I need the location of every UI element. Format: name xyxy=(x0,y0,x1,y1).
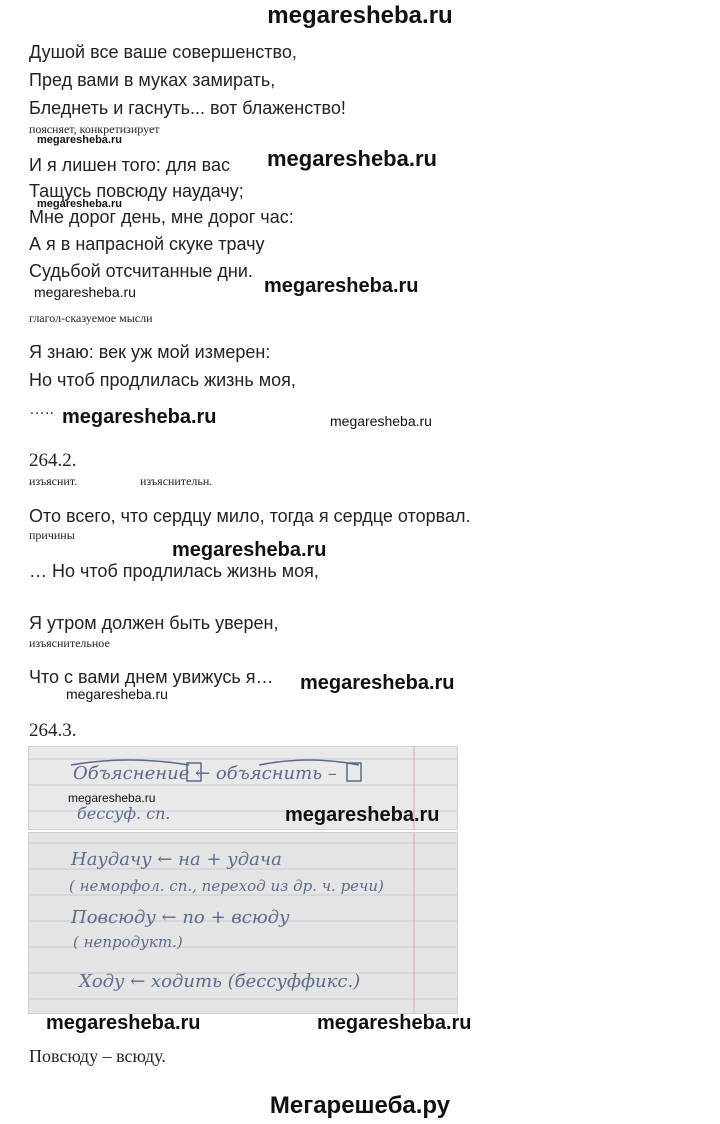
handwriting-line-3: Наудачу ← на + удача xyxy=(71,849,282,870)
footer-site-title: Мегарешеба.ру xyxy=(269,1092,451,1119)
poem3-ellipsis: ….. xyxy=(29,401,54,418)
header-site-title: megaresheba.ru xyxy=(267,2,453,29)
answer-line: Повсюду – всюду. xyxy=(29,1046,166,1066)
watermark-3: megaresheba.ru xyxy=(264,275,419,297)
note-reason: причины xyxy=(29,528,75,542)
watermark-1: megaresheba.ru xyxy=(267,146,437,171)
poem1-line-2: Пред вами в муках замирать, xyxy=(29,70,276,90)
note-verb-predicate: глагол-сказуемое мысли xyxy=(29,311,153,325)
poem2-line-5: Судьбой отсчитанные дни. xyxy=(29,261,253,281)
watermark-7: megaresheba.ru xyxy=(66,686,168,702)
section2-line-4: Что с вами днем увижусь я… xyxy=(29,667,274,687)
poem2-line-3: Мне дорог день, мне дорог час: xyxy=(29,207,294,227)
watermark-tiny-3: megaresheba.ru xyxy=(68,791,156,805)
poem1-line-3: Бледнеть и гаснуть... вот блаженство! xyxy=(29,98,346,118)
watermark-6: megaresheba.ru xyxy=(172,539,327,561)
note-explanatory-right: изъяснительн. xyxy=(140,474,213,488)
handwriting-line-2: бессуф. сп. xyxy=(77,804,171,823)
watermark-8: megaresheba.ru xyxy=(300,672,455,694)
poem2-line-2: Тащусь повсюду наудачу; xyxy=(29,181,244,201)
note-explains: поясняет, конкретизирует xyxy=(29,122,160,136)
handwriting-line-1: Объяснение ← объяснить – xyxy=(73,763,337,784)
watermark-tiny-2: megaresheba.ru xyxy=(37,198,122,210)
handwriting-photo-2 xyxy=(28,832,458,1014)
note-explanatory-left: изъяснит. xyxy=(29,474,78,488)
watermark-tiny-1: megaresheba.ru xyxy=(37,134,122,146)
handwriting-line-6: ( непродукт.) xyxy=(73,933,183,951)
watermark-2: megaresheba.ru xyxy=(34,284,136,300)
section2-line-1: Ото всего, что сердцу мило, тогда я сердце оторвал. xyxy=(29,506,471,526)
watermark-5: megaresheba.ru xyxy=(330,413,432,429)
section-number-264-3: 264.3. xyxy=(29,720,77,741)
note-explanatory: изъяснительное xyxy=(29,636,110,650)
poem1-line-1: Душой все ваше совершенство, xyxy=(29,42,297,62)
section-number-264-2: 264.2. xyxy=(29,450,77,471)
watermark-9: megaresheba.ru xyxy=(285,804,440,826)
watermark-10: megaresheba.ru xyxy=(46,1012,201,1034)
section2-line-2: … Но чтоб продлилась жизнь моя, xyxy=(29,561,319,581)
handwriting-line-7: Ходу ← ходить (бессуффикс.) xyxy=(79,971,361,992)
watermark-11: megaresheba.ru xyxy=(317,1012,472,1034)
poem2-line-4: А я в напрасной скуке трачу xyxy=(29,234,265,254)
watermark-4: megaresheba.ru xyxy=(62,406,217,428)
poem2-line-1: И я лишен того: для вас xyxy=(29,155,230,175)
handwriting-line-4: ( неморфол. сп., переход из др. ч. речи) xyxy=(69,877,384,895)
poem3-line-1: Я знаю: век уж мой измерен: xyxy=(29,342,271,362)
poem3-line-2: Но чтоб продлилась жизнь моя, xyxy=(29,370,296,390)
section2-line-3: Я утром должен быть уверен, xyxy=(29,613,279,633)
handwriting-line-5: Повсюду ← по + всюду xyxy=(71,907,290,928)
